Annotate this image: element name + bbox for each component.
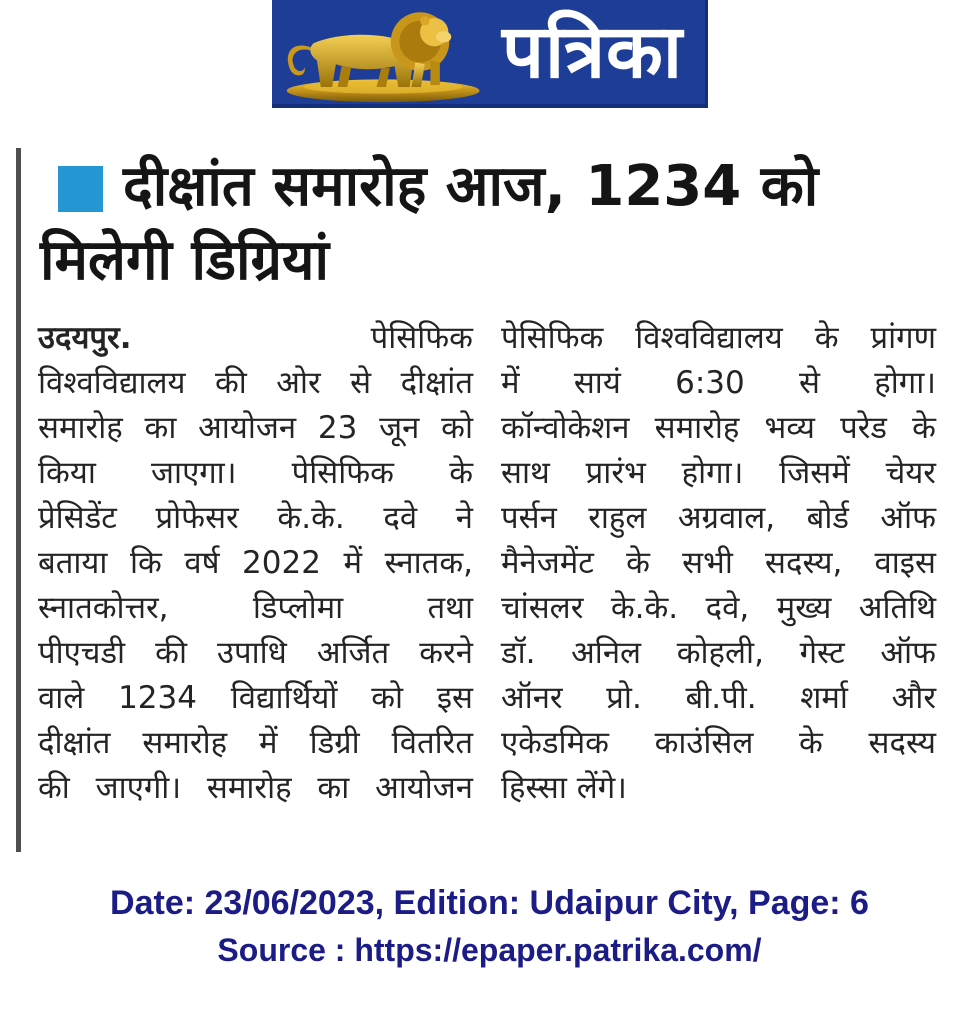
headline-line1: दीक्षांत समारोह आज, 1234 को	[123, 154, 819, 219]
body-line: वाले 1234 विद्यार्थियों को इस	[38, 679, 473, 716]
article-left-rule	[16, 148, 21, 852]
article	[38, 150, 936, 811]
body-line: एकेडमिक काउंसिल के सदस्य	[501, 724, 936, 761]
article-columns	[38, 316, 936, 811]
body-line: साथ प्रारंभ होगा। जिसमें चेयर	[501, 454, 936, 491]
body-line: डॉ. अनिल कोहली, गेस्ट ऑफ	[501, 634, 936, 671]
body-line: प्रेसिडेंट प्रोफेसर के.के. दवे ने	[38, 499, 473, 536]
body-line: किया जाएगा। पेसिफिक के	[38, 454, 473, 491]
body-line: ऑनर प्रो. बी.पी. शर्मा और	[501, 679, 936, 716]
body-line	[38, 316, 473, 361]
body-line: में सायं 6:30 से होगा।	[501, 364, 936, 401]
body-line: कॉन्वोकेशन समारोह भव्य परेड के	[501, 409, 936, 446]
body-line: पर्सन राहुल अग्रवाल, बोर्ड ऑफ	[501, 499, 936, 536]
footer-source-url: Source : https://epaper.patrika.com/	[217, 932, 762, 968]
clipping-footer	[0, 884, 979, 969]
body-line: पेसिफिक विश्वविद्यालय के प्रांगण	[501, 319, 936, 356]
footer-date-edition-page: Date: 23/06/2023, Edition: Udaipur City, Page: 6	[110, 884, 869, 922]
body-line: हिस्सा लेंगे।	[501, 769, 627, 806]
body-line: पीएचडी की उपाधि अर्जित करने	[38, 634, 473, 671]
article-column-right	[501, 316, 936, 811]
body-line: की जाएगी। समारोह का आयोजन	[38, 769, 473, 806]
body-line: चांसलर के.के. दवे, मुख्य अतिथि	[501, 589, 936, 626]
dateline: उदयपुर.	[38, 319, 132, 356]
article-column-left	[38, 316, 473, 811]
body-line: स्नातकोत्तर, डिप्लोमा तथा	[38, 589, 473, 626]
headline-bullet-square	[58, 166, 103, 212]
headline-line2: मिलेगी डिग्रियां	[40, 227, 330, 293]
body-text: पेसिफिक	[370, 319, 473, 356]
headline	[38, 150, 936, 298]
masthead	[272, 0, 708, 108]
body-line: मैनेजमेंट के सभी सदस्य, वाइस	[501, 544, 936, 581]
body-line: बताया कि वर्ष 2022 में स्नातक,	[38, 544, 473, 581]
lion-on-pedestal-icon	[272, 0, 500, 104]
body-line: समारोह का आयोजन 23 जून को	[38, 409, 473, 446]
brand-wordmark: पत्रिका	[502, 9, 684, 95]
body-line: दीक्षांत समारोह में डिग्री वितरित	[38, 724, 473, 761]
body-line: विश्वविद्यालय की ओर से दीक्षांत	[38, 364, 473, 401]
